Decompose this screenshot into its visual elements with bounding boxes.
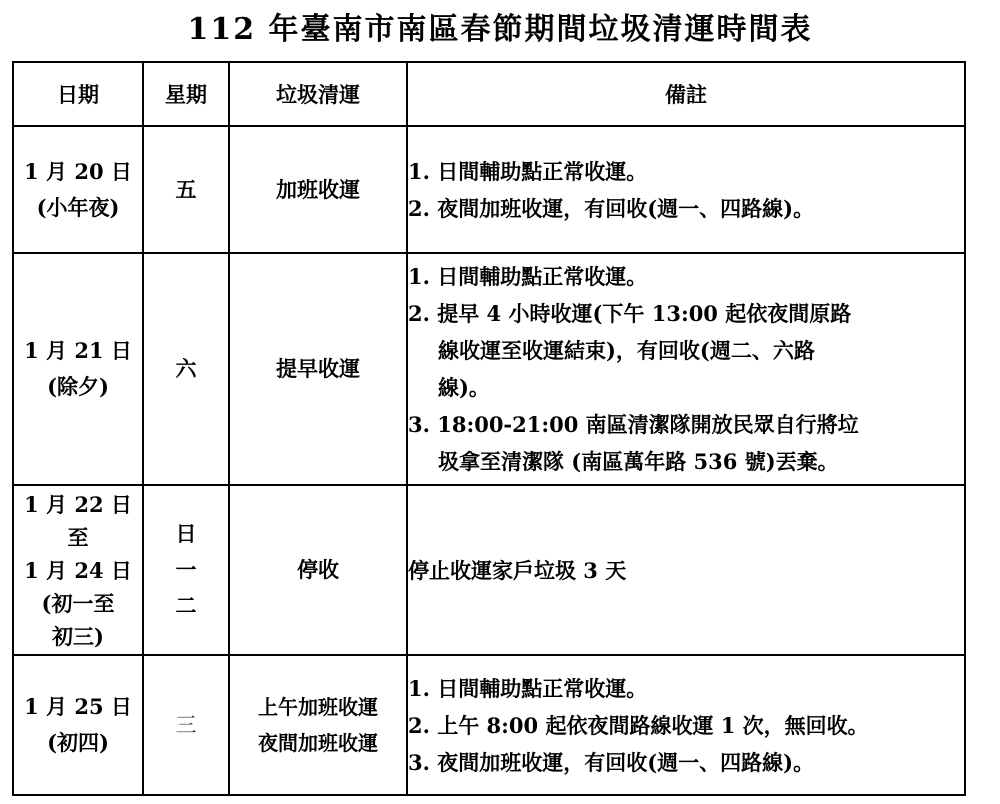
date-line: 1 月 22 日 [24,491,132,517]
weekday-cell: 三 [143,655,229,795]
weekday-cell: 五 [143,126,229,253]
remarks-cell [407,253,965,485]
date-line: 至 [67,524,89,550]
date-line: (初一至 [41,590,115,616]
date-line: (除夕) [47,374,109,399]
collection-line: 加班收運 [276,176,360,202]
remarks-cell [407,655,965,795]
date-cell [13,253,143,485]
table-row [13,253,965,485]
collection-cell [229,485,407,655]
date-line: 1 月 20 日 [24,158,132,184]
header-remarks: 備註 [407,62,965,126]
date-cell [13,655,143,795]
remark-line: 2. 夜間加班收運，有回收(週一、四路線)。 [408,195,815,221]
table-row [13,485,965,655]
header-weekday: 星期 [143,62,229,126]
weekday-line: 一 [175,557,197,582]
collection-line: 停收 [297,557,339,582]
weekday-line: 二 [175,593,197,618]
remark-line: 圾拿至清潔隊 (南區萬年路 536 號)丟棄。 [438,449,839,474]
date-line: (小年夜) [36,194,120,220]
remark-line: 2. 提早 4 小時收運(下午 13:00 起依夜間原路 [408,301,852,326]
date-line: 1 月 21 日 [24,338,132,363]
remark-line: 3. 夜間加班收運，有回收(週一、四路線)。 [408,749,815,775]
date-line: 初三) [52,623,104,649]
remarks-cell [407,485,965,655]
collection-line: 上午加班收運 [258,695,378,719]
page-title: 112 年臺南市南區春節期間垃圾清運時間表 [187,12,813,47]
header-row [13,62,965,126]
remark-line: 線收運至收運結束)，有回收(週二、六路 [438,338,815,363]
date-line: (初四) [47,730,109,755]
date-cell [13,126,143,253]
weekday-cell: 六 [143,253,229,485]
table-row [13,655,965,795]
collection-line: 夜間加班收運 [258,731,378,755]
remark-line: 2. 上午 8:00 起依夜間路線收運 1 次，無回收。 [408,712,869,738]
collection-cell [229,126,407,253]
collection-cell [229,253,407,485]
remark-line: 1. 日間輔助點正常收運。 [408,675,648,701]
date-line: 1 月 25 日 [24,694,132,719]
weekday-line: 日 [175,521,197,546]
collection-line: 提早收運 [276,356,360,381]
header-collection: 垃圾清運 [229,62,407,126]
remark-line: 停止收運家戶垃圾 3 天 [408,557,627,583]
header-date: 日期 [13,62,143,126]
collection-cell [229,655,407,795]
date-line: 1 月 24 日 [24,557,132,583]
remark-line: 3. 18:00-21:00 南區清潔隊開放民眾自行將垃 [408,412,859,437]
remark-line: 1. 日間輔助點正常收運。 [408,264,648,289]
remark-line: 線)。 [438,375,490,400]
remark-line: 1. 日間輔助點正常收運。 [408,158,648,184]
table-row [13,126,965,253]
remarks-cell [407,126,965,253]
schedule-table [12,61,966,796]
weekday-cell [143,485,229,655]
date-cell [13,485,143,655]
